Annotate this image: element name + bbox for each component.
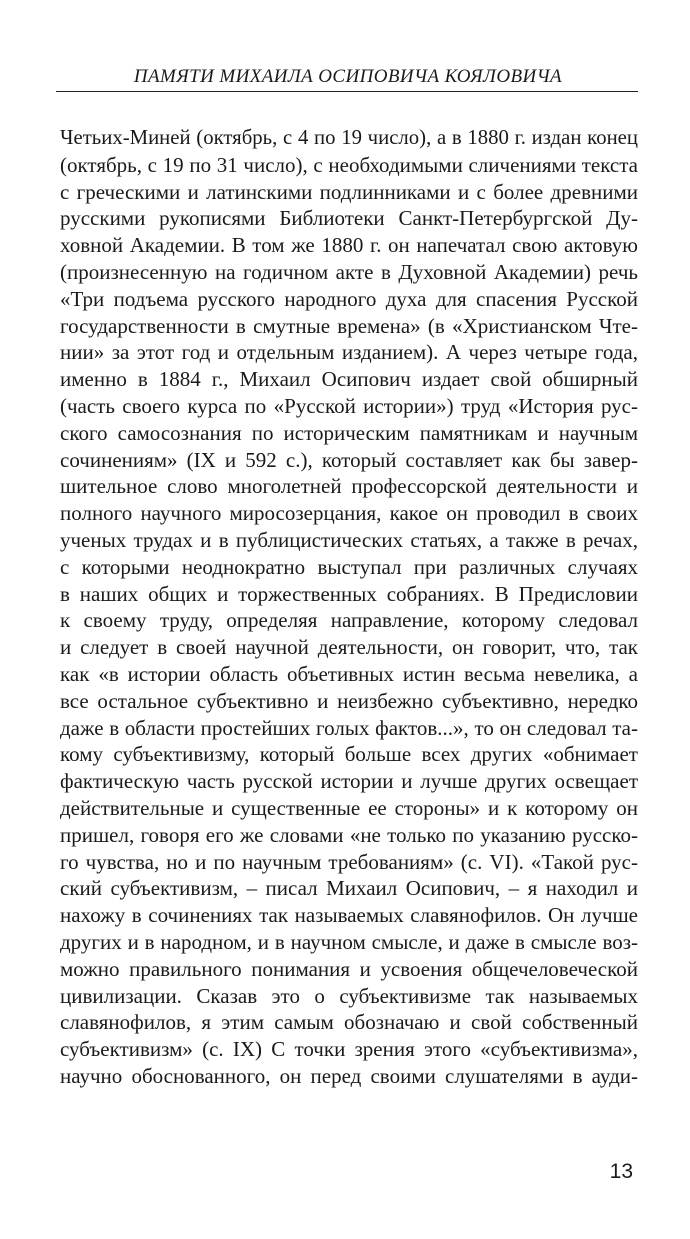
text-line: ученых трудах и в публицистических статьях, а также в речах,	[60, 527, 638, 552]
text-line: научно обоснованного, он перед своими слушателями в ауди-	[60, 1063, 638, 1088]
text-line: кому субъективизму, который больше всех других «обнимает	[60, 742, 638, 767]
text-line: субъективизм» (с. IX) С точки зрения этого «субъективизма»,	[60, 1037, 638, 1062]
text-line: Четьих-Миней (октябрь, с 4 по 19 число), а в 1880 г. издан конец	[60, 127, 638, 149]
text-line: даже в области простейших голых фактов...», то он следовал та-	[60, 715, 638, 740]
text-line: можно правильного понимания и усвоения общечеловеческой	[60, 956, 638, 981]
text-line: ховной Академии. В том же 1880 г. он напечатал свою актовую	[60, 233, 638, 258]
text-line: действительные и существенные ее стороны» и к которому он	[60, 795, 638, 820]
text-line: все остальное субъективно и неизбежно субъективно, нередко	[60, 688, 638, 713]
text-line: ский субъективизм, – писал Михаил Осипович, – я находил и	[60, 876, 638, 901]
text-line: сочинениям» (IX и 592 с.), который составляет как бы завер-	[60, 447, 638, 472]
text-line: (часть своего курса по «Русской истории») труд «История рус-	[60, 393, 638, 418]
running-head: ПАМЯТИ МИХАИЛА ОСИПОВИЧА КОЯЛОВИЧА	[133, 66, 563, 87]
text-line: цивилизации. Сказав это о субъективизме так называемых	[60, 983, 638, 1008]
text-line: полного научного миросозерцания, какое он проводил в своих	[60, 501, 638, 526]
text-line: фактическую часть русской истории и лучше других освещает	[60, 769, 638, 794]
text-line: «Три подъема русского народного духа для спасения Русской	[60, 286, 638, 311]
page-number: 13	[609, 1160, 633, 1183]
text-line: и следует в своей научной деятельности, он говорит, что, так	[60, 635, 638, 660]
text-line: как «в истории область объетивных истин весьма невелика, а	[60, 661, 638, 686]
text-line: с греческими и латинскими подлинниками и с более древними	[60, 179, 638, 204]
text-line: ского самосознания по историческим памятникам и научным	[60, 420, 638, 445]
text-line: в наших общих и торжественных собраниях. В Предисловии	[60, 581, 638, 606]
text-line: славянофилов, я этим самым обозначаю и свой собственный	[60, 1010, 638, 1035]
text-line: с которыми неоднократно выступал при различных случаях	[60, 554, 638, 579]
body-text	[60, 125, 638, 1090]
text-line: государственности в смутные времена» (в «Христианском Чте-	[60, 313, 638, 338]
text-line: к своему труду, определяя направление, которому следовал	[60, 608, 638, 633]
text-line: других и в народном, и в научном смысле, и даже в смысле воз-	[60, 929, 638, 954]
header-rule	[56, 91, 638, 92]
text-line: нии» за этот год и отдельным изданием). А через четыре года,	[60, 340, 638, 365]
text-line: нахожу в сочинениях так называемых славянофилов. Он лучше	[60, 903, 638, 928]
text-line: го чувства, но и по научным требованиям» (с. VI). «Такой рус-	[60, 849, 638, 874]
text-line: русскими рукописями Библиотеки Санкт-Петербургской Ду-	[60, 206, 638, 231]
text-line: именно в 1884 г., Михаил Осипович издает свой обширный	[60, 367, 638, 392]
text-line: пришел, говоря его же словами «не только по указанию русско-	[60, 822, 638, 847]
text-line: шительное слово многолетней профессорской деятельности и	[60, 474, 638, 499]
text-line: (произнесенную на годичном акте в Духовной Академии) речь	[60, 259, 638, 284]
text-line: (октябрь, с 19 по 31 число), с необходимыми сличениями текста	[60, 152, 638, 177]
